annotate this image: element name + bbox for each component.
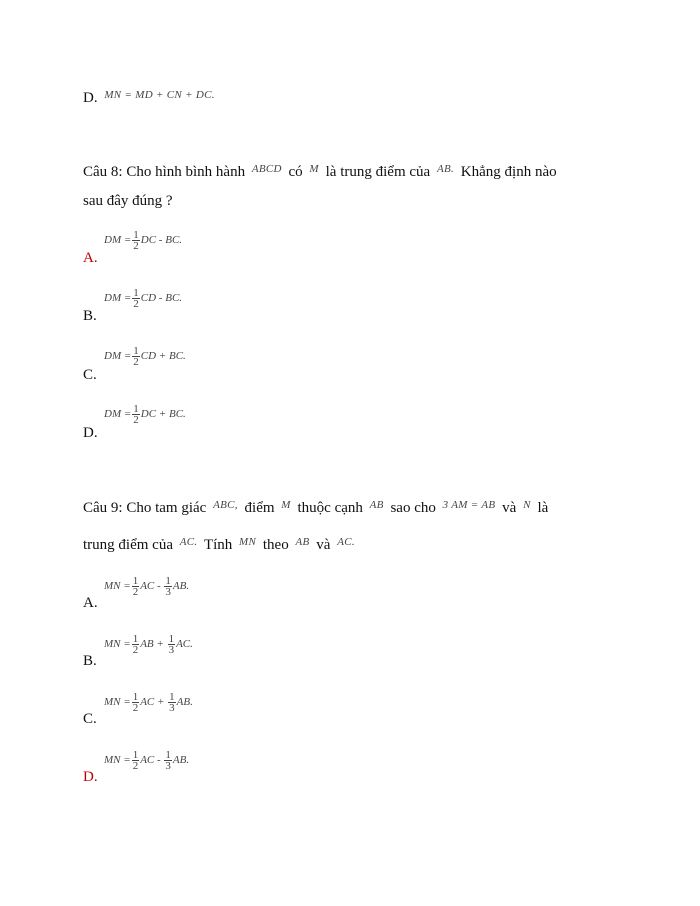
math-expression: DM = $\frac{1}{2}$ CD + BC. [104,345,186,368]
option-label: D. [83,425,98,441]
q7-option-d [83,88,218,109]
option-label: B. [83,308,97,324]
q8-stem-line1: Câu 8: Cho hình bình hành $^{ABCD}$ có $^M$ là trung điểm của $^{AB.}$ Khẳng định nào [83,163,557,180]
option-label: C. [83,367,97,383]
math-expression: DM = $\frac{1}{2}$ CD - BC. [104,287,183,310]
math-expression: DM = $\frac{1}{2}$ DC - BC. [104,229,183,252]
q9-stem [83,498,623,556]
q8-stem [83,162,623,211]
option-label: A. [83,250,98,266]
option-label: A. [83,595,98,611]
math-expression: MN = MD + CN + DC. [104,89,215,101]
q9-stem-line2: trung điểm của $^{AC.}$ Tính $^{MN}$ theo $^{AB}$ và $^{AC.}$ [83,536,355,553]
option-label: D. [83,769,98,785]
math-expression: MN = $\frac{1}{2}$ AC + $\frac{1}{3}$ AB. [104,691,193,714]
q8-stem-line2: sau đây đúng ? [83,193,173,209]
option-label: C. [83,711,97,727]
q9-stem-line1: Câu 9: Cho tam giác $^{ABC,}$ điểm $^M$ thuộc cạnh $^{AB}$ sao cho $^{3 AM = AB}$ và $^N$ là [83,499,549,516]
option-label: B. [83,653,97,669]
math-expression: MN = $\frac{1}{2}$ AC - $\frac{1}{3}$ AB. [104,749,190,772]
math-expression: MN = $\frac{1}{2}$ AB + $\frac{1}{3}$ AC. [104,633,193,656]
math-expression: DM = $\frac{1}{2}$ DC + BC. [104,403,186,426]
math-expression: MN = $\frac{1}{2}$ AC - $\frac{1}{3}$ AB. [104,575,190,598]
option-label: D. [83,90,98,106]
